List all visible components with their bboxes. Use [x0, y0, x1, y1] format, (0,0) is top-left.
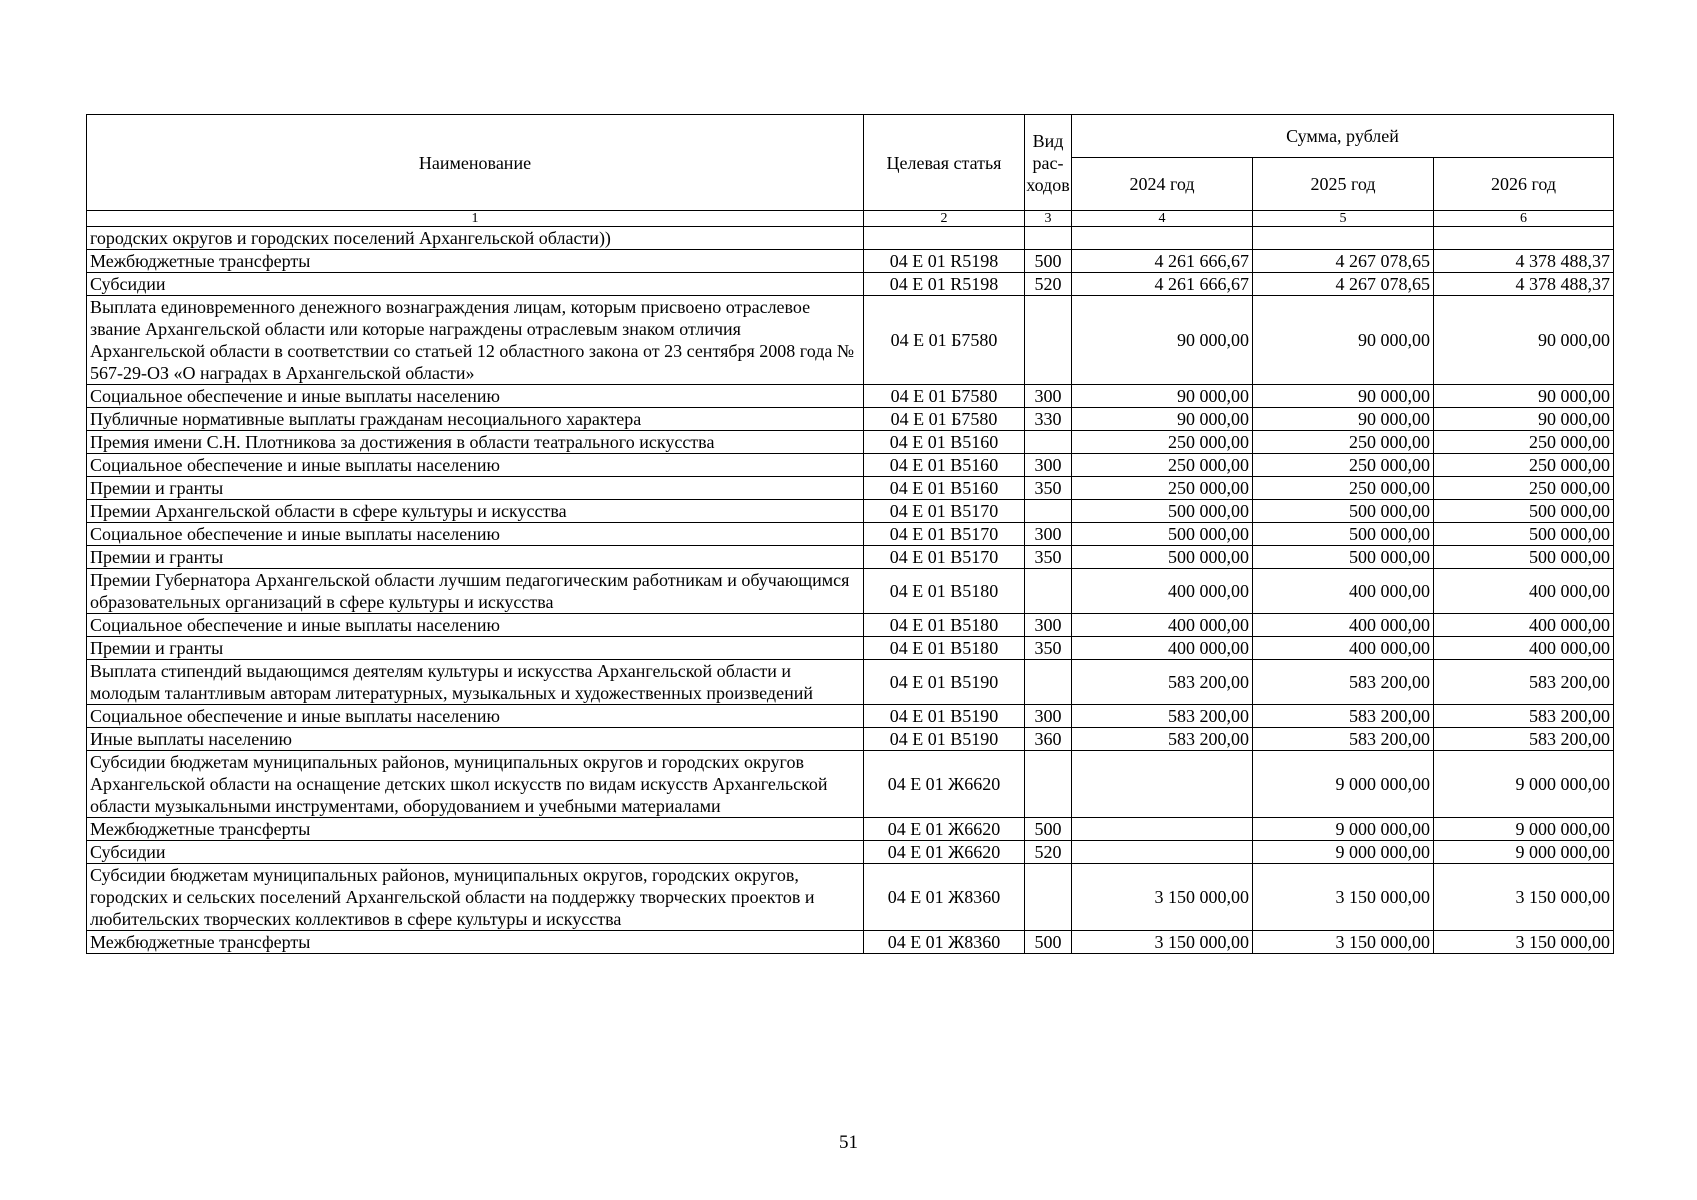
row-name: Социальное обеспечение и иные выплаты населению	[87, 705, 864, 728]
table-row	[87, 227, 1614, 250]
row-amount-2026: 583 200,00	[1434, 705, 1614, 728]
row-amount-2026: 400 000,00	[1434, 614, 1614, 637]
row-amount-2024: 4 261 666,67	[1072, 273, 1253, 296]
row-expense-kind: 500	[1025, 818, 1072, 841]
row-amount-2024: 250 000,00	[1072, 431, 1253, 454]
header-year-2025: 2025 год	[1253, 158, 1434, 211]
row-amount-2024: 400 000,00	[1072, 614, 1253, 637]
row-expense-kind	[1025, 296, 1072, 385]
table-header	[87, 115, 1614, 227]
header-year-2024: 2024 год	[1072, 158, 1253, 211]
row-expense-kind: 330	[1025, 408, 1072, 431]
header-year-2026: 2026 год	[1434, 158, 1614, 211]
row-amount-2025: 250 000,00	[1253, 477, 1434, 500]
row-amount-2026: 250 000,00	[1434, 431, 1614, 454]
row-name: Субсидии	[87, 841, 864, 864]
row-expense-kind: 350	[1025, 546, 1072, 569]
row-target-article: 04 Е 01 В5160	[864, 454, 1025, 477]
table-row	[87, 408, 1614, 431]
table-row	[87, 500, 1614, 523]
table-row	[87, 864, 1614, 931]
row-amount-2026: 400 000,00	[1434, 637, 1614, 660]
column-number: 2	[864, 211, 1025, 227]
row-expense-kind: 300	[1025, 523, 1072, 546]
table-row	[87, 931, 1614, 954]
row-amount-2026: 9 000 000,00	[1434, 751, 1614, 818]
row-amount-2025: 3 150 000,00	[1253, 864, 1434, 931]
row-name: Премии и гранты	[87, 546, 864, 569]
row-target-article: 04 Е 01 Ж8360	[864, 864, 1025, 931]
row-amount-2025: 4 267 078,65	[1253, 250, 1434, 273]
row-amount-2026: 3 150 000,00	[1434, 864, 1614, 931]
row-name: Выплата единовременного денежного вознаграждения лицам, которым присвоено отраслевое звание Архангельской области или которые награждены отраслевым знаком отличия Архангельской области в соответствии со статьей 12 областного закона от 23 сентября 2008 года № 567-29-ОЗ «О наградах в Архангельской области»	[87, 296, 864, 385]
row-expense-kind: 300	[1025, 614, 1072, 637]
row-name: Социальное обеспечение и иные выплаты населению	[87, 614, 864, 637]
row-expense-kind	[1025, 864, 1072, 931]
row-amount-2025: 250 000,00	[1253, 431, 1434, 454]
row-expense-kind	[1025, 660, 1072, 705]
table-row	[87, 637, 1614, 660]
row-target-article: 04 Е 01 В5190	[864, 705, 1025, 728]
row-target-article: 04 Е 01 В5180	[864, 637, 1025, 660]
row-target-article: 04 Е 01 В5170	[864, 546, 1025, 569]
row-amount-2026: 9 000 000,00	[1434, 841, 1614, 864]
row-expense-kind	[1025, 227, 1072, 250]
row-amount-2026: 400 000,00	[1434, 569, 1614, 614]
table-row	[87, 454, 1614, 477]
table-row	[87, 477, 1614, 500]
row-amount-2024	[1072, 227, 1253, 250]
table-row	[87, 546, 1614, 569]
row-expense-kind: 500	[1025, 250, 1072, 273]
row-target-article: 04 Е 01 В5190	[864, 660, 1025, 705]
row-expense-kind: 520	[1025, 841, 1072, 864]
row-name: Субсидии	[87, 273, 864, 296]
header-target-article: Целевая статья	[864, 115, 1025, 211]
row-expense-kind: 360	[1025, 728, 1072, 751]
row-amount-2026: 250 000,00	[1434, 477, 1614, 500]
row-amount-2025: 9 000 000,00	[1253, 818, 1434, 841]
row-name: Субсидии бюджетам муниципальных районов, муниципальных округов, городских округов, городских и сельских поселений Архангельской области на поддержку творческих проектов и любительских творческих коллективов в сфере культуры и искусства	[87, 864, 864, 931]
row-amount-2025: 400 000,00	[1253, 614, 1434, 637]
table-row	[87, 296, 1614, 385]
row-name: Премии Губернатора Архангельской области лучшим педагогическим работникам и обучающимся образовательных организаций в сфере культуры и искусства	[87, 569, 864, 614]
row-name: Субсидии бюджетам муниципальных районов, муниципальных округов и городских округов Архангельской области на оснащение детских школ искусств по видам искусств Архангельской области музыкальными инструментами, оборудованием и учебными материалами	[87, 751, 864, 818]
row-amount-2024: 583 200,00	[1072, 660, 1253, 705]
row-target-article: 04 Е 01 В5170	[864, 500, 1025, 523]
row-name: Социальное обеспечение и иные выплаты населению	[87, 385, 864, 408]
row-target-article: 04 Е 01 R5198	[864, 273, 1025, 296]
row-amount-2025: 90 000,00	[1253, 385, 1434, 408]
row-target-article: 04 Е 01 Б7580	[864, 408, 1025, 431]
column-number: 4	[1072, 211, 1253, 227]
row-name: Выплата стипендий выдающимся деятелям культуры и искусства Архангельской области и молодым талантливым авторам литературных, музыкальных и художественных произведений	[87, 660, 864, 705]
column-number: 1	[87, 211, 864, 227]
row-name: Межбюджетные трансферты	[87, 931, 864, 954]
row-name: Публичные нормативные выплаты гражданам несоциального характера	[87, 408, 864, 431]
row-amount-2024: 500 000,00	[1072, 523, 1253, 546]
column-number: 6	[1434, 211, 1614, 227]
row-amount-2024: 400 000,00	[1072, 569, 1253, 614]
row-target-article: 04 Е 01 В5180	[864, 614, 1025, 637]
column-number: 3	[1025, 211, 1072, 227]
row-amount-2026: 4 378 488,37	[1434, 250, 1614, 273]
row-name: Иные выплаты населению	[87, 728, 864, 751]
header-expense-kind: Вид рас-ходов	[1025, 115, 1072, 211]
row-amount-2025: 583 200,00	[1253, 660, 1434, 705]
page-number: 51	[839, 1132, 858, 1153]
row-amount-2025: 4 267 078,65	[1253, 273, 1434, 296]
table-row	[87, 431, 1614, 454]
row-amount-2026: 500 000,00	[1434, 523, 1614, 546]
row-amount-2024: 250 000,00	[1072, 477, 1253, 500]
row-name: Премии и гранты	[87, 637, 864, 660]
row-expense-kind: 300	[1025, 454, 1072, 477]
row-target-article: 04 Е 01 Ж8360	[864, 931, 1025, 954]
row-amount-2024: 4 261 666,67	[1072, 250, 1253, 273]
row-amount-2024: 250 000,00	[1072, 454, 1253, 477]
table-row	[87, 818, 1614, 841]
table-row	[87, 728, 1614, 751]
row-amount-2025: 3 150 000,00	[1253, 931, 1434, 954]
table-row	[87, 250, 1614, 273]
row-amount-2025: 90 000,00	[1253, 296, 1434, 385]
row-amount-2026: 90 000,00	[1434, 385, 1614, 408]
table-row	[87, 273, 1614, 296]
row-amount-2026: 4 378 488,37	[1434, 273, 1614, 296]
row-amount-2024: 90 000,00	[1072, 385, 1253, 408]
row-amount-2025: 400 000,00	[1253, 569, 1434, 614]
row-target-article: 04 Е 01 Ж6620	[864, 841, 1025, 864]
row-amount-2025: 400 000,00	[1253, 637, 1434, 660]
row-amount-2026: 583 200,00	[1434, 728, 1614, 751]
row-amount-2025: 250 000,00	[1253, 454, 1434, 477]
row-amount-2026: 583 200,00	[1434, 660, 1614, 705]
row-name: Межбюджетные трансферты	[87, 250, 864, 273]
row-amount-2024: 583 200,00	[1072, 728, 1253, 751]
row-target-article: 04 Е 01 Ж6620	[864, 818, 1025, 841]
table-body	[87, 227, 1614, 954]
row-amount-2024	[1072, 818, 1253, 841]
table-row	[87, 660, 1614, 705]
row-name: Социальное обеспечение и иные выплаты населению	[87, 523, 864, 546]
row-target-article: 04 Е 01 В5170	[864, 523, 1025, 546]
row-amount-2024: 583 200,00	[1072, 705, 1253, 728]
row-amount-2026	[1434, 227, 1614, 250]
row-target-article: 04 Е 01 Б7580	[864, 296, 1025, 385]
row-amount-2024: 500 000,00	[1072, 500, 1253, 523]
row-amount-2026: 90 000,00	[1434, 296, 1614, 385]
table-row	[87, 751, 1614, 818]
table-row	[87, 569, 1614, 614]
row-expense-kind: 300	[1025, 385, 1072, 408]
row-amount-2025: 90 000,00	[1253, 408, 1434, 431]
row-name: Социальное обеспечение и иные выплаты населению	[87, 454, 864, 477]
row-amount-2026: 250 000,00	[1434, 454, 1614, 477]
row-amount-2025: 9 000 000,00	[1253, 841, 1434, 864]
row-target-article: 04 Е 01 Ж6620	[864, 751, 1025, 818]
row-target-article: 04 Е 01 В5160	[864, 477, 1025, 500]
budget-table	[86, 114, 1614, 954]
row-amount-2026: 90 000,00	[1434, 408, 1614, 431]
row-amount-2025: 500 000,00	[1253, 523, 1434, 546]
row-amount-2025: 500 000,00	[1253, 500, 1434, 523]
table-row	[87, 523, 1614, 546]
row-amount-2024	[1072, 751, 1253, 818]
header-name: Наименование	[87, 115, 864, 211]
row-target-article: 04 Е 01 R5198	[864, 250, 1025, 273]
table-row	[87, 841, 1614, 864]
column-numbers-row	[87, 211, 1614, 227]
row-target-article: 04 Е 01 В5180	[864, 569, 1025, 614]
row-expense-kind: 500	[1025, 931, 1072, 954]
row-amount-2026: 3 150 000,00	[1434, 931, 1614, 954]
row-expense-kind: 300	[1025, 705, 1072, 728]
row-name: Премия имени С.Н. Плотникова за достижения в области театрального искусства	[87, 431, 864, 454]
row-expense-kind	[1025, 500, 1072, 523]
row-amount-2025	[1253, 227, 1434, 250]
row-amount-2024: 400 000,00	[1072, 637, 1253, 660]
table-row	[87, 705, 1614, 728]
row-amount-2026: 9 000 000,00	[1434, 818, 1614, 841]
header-sum: Сумма, рублей	[1072, 115, 1614, 158]
row-name: Премии Архангельской области в сфере культуры и искусства	[87, 500, 864, 523]
row-name: Межбюджетные трансферты	[87, 818, 864, 841]
row-amount-2024: 90 000,00	[1072, 408, 1253, 431]
column-number: 5	[1253, 211, 1434, 227]
row-amount-2024	[1072, 841, 1253, 864]
row-name: городских округов и городских поселений Архангельской области))	[87, 227, 864, 250]
row-name: Премии и гранты	[87, 477, 864, 500]
table-row	[87, 385, 1614, 408]
row-expense-kind	[1025, 431, 1072, 454]
row-amount-2024: 3 150 000,00	[1072, 931, 1253, 954]
row-target-article: 04 Е 01 Б7580	[864, 385, 1025, 408]
row-target-article	[864, 227, 1025, 250]
row-amount-2024: 90 000,00	[1072, 296, 1253, 385]
row-expense-kind	[1025, 751, 1072, 818]
row-expense-kind: 520	[1025, 273, 1072, 296]
row-amount-2025: 9 000 000,00	[1253, 751, 1434, 818]
row-amount-2026: 500 000,00	[1434, 500, 1614, 523]
row-expense-kind: 350	[1025, 637, 1072, 660]
table-row	[87, 614, 1614, 637]
row-target-article: 04 Е 01 В5190	[864, 728, 1025, 751]
row-amount-2025: 500 000,00	[1253, 546, 1434, 569]
row-amount-2025: 583 200,00	[1253, 728, 1434, 751]
row-amount-2024: 500 000,00	[1072, 546, 1253, 569]
row-expense-kind	[1025, 569, 1072, 614]
row-target-article: 04 Е 01 В5160	[864, 431, 1025, 454]
row-amount-2025: 583 200,00	[1253, 705, 1434, 728]
row-amount-2024: 3 150 000,00	[1072, 864, 1253, 931]
row-expense-kind: 350	[1025, 477, 1072, 500]
row-amount-2026: 500 000,00	[1434, 546, 1614, 569]
